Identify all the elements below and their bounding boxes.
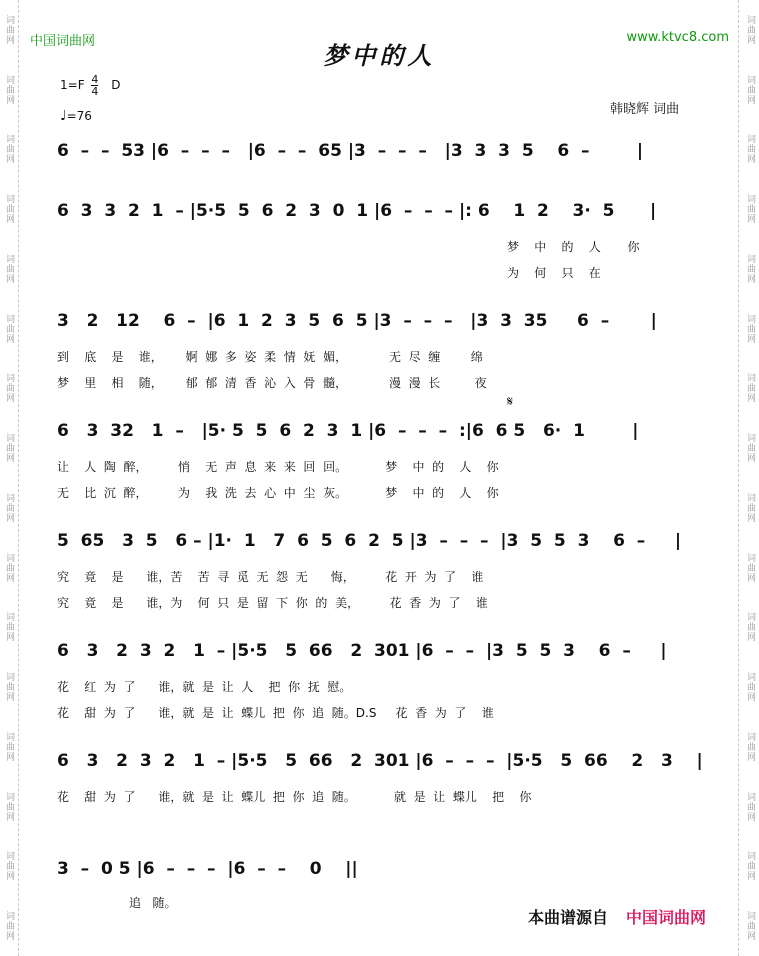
watermark-text: 词曲网: [745, 791, 755, 822]
score-row: [57, 750, 717, 804]
watermark-text: 词曲网: [745, 911, 755, 942]
watermark-text: 词曲网: [745, 373, 755, 404]
watermark-text: 词曲网: [745, 433, 755, 464]
lyric-line: 到 底 是 谁， 婀 娜 多 姿 柔 情 妩 媚， 无 尽 缠 绵: [57, 350, 483, 364]
watermark-text: 词曲网: [745, 74, 755, 105]
watermark-text: 词曲网: [4, 253, 14, 284]
notation: 6 3 32 1 – |5· 5 5 6 2 3 1 |6 – – – :|6 6 5 6· 1 |: [57, 421, 639, 441]
notation: 6 – – 53 |6 – – – |6 – – 65 |3 – – – |3 3 3 5 6 – |: [57, 141, 644, 161]
watermark-text: 词曲网: [745, 851, 755, 882]
watermark-text: 词曲网: [745, 552, 755, 583]
lyric-line: 让 人 陶 醉， 悄 无 声 息 来 来 回 回。 梦 中 的 人 你: [57, 460, 499, 474]
watermark-text: 词曲网: [4, 672, 14, 703]
time-denominator: 4: [91, 85, 99, 98]
source-site-link[interactable]: 中国词曲网: [626, 908, 707, 927]
lyric-line: 花 红 为 了 谁，就 是 让 人 把 你 抚 慰。: [57, 680, 352, 694]
notation: 3 2 12 6 – |6 1 2 3 5 6 5 |3 – – – |3 3 35 6 – |: [57, 311, 657, 331]
watermark-text: 词曲网: [4, 373, 14, 404]
key-signature: [60, 74, 121, 97]
score-row: [57, 200, 717, 280]
watermark-text: 词曲网: [4, 731, 14, 762]
notes-line: [57, 640, 717, 666]
site-name-top-left[interactable]: 中国词曲网: [30, 34, 96, 49]
lyric-line: 为 何 只 在: [507, 266, 601, 280]
watermark-text: 词曲网: [745, 731, 755, 762]
notation: 6 3 3 2 1 – |5·5 5 6 2 3 0 1 |6 – – – |: 6 1 2 3· 5 |: [57, 201, 657, 221]
watermark-text: 词曲网: [4, 313, 14, 344]
watermark-text: 词曲网: [745, 253, 755, 284]
lyric-line: 究 竟 是 谁，为 何 只 是 留 下 你 的 美， 花 香 为 了 谁: [57, 596, 488, 610]
notes-line: [57, 858, 717, 884]
watermark-column-left: [2, 0, 16, 956]
lyric-line: 花 甜 为 了 谁，就 是 让 蝶儿 把 你 追 随。D.S 花 香 为 了 谁: [57, 706, 494, 720]
segno-icon: 𝄋: [507, 394, 514, 410]
song-title: 梦中的人: [323, 41, 436, 70]
watermark-text: 词曲网: [4, 791, 14, 822]
watermark-text: 词曲网: [4, 134, 14, 165]
watermark-text: 词曲网: [4, 14, 14, 45]
composer-credit: 韩晓辉 词曲: [610, 102, 680, 117]
score-row: [57, 858, 717, 910]
watermark-text: 词曲网: [745, 14, 755, 45]
watermark-text: 词曲网: [745, 612, 755, 643]
watermark-text: 词曲网: [4, 194, 14, 225]
watermark-text: 词曲网: [4, 612, 14, 643]
watermark-text: 词曲网: [4, 492, 14, 523]
watermark-text: 词曲网: [745, 672, 755, 703]
time-numerator: 4: [91, 73, 99, 86]
score-row: [57, 310, 717, 390]
watermark-text: 词曲网: [4, 851, 14, 882]
watermark-text: 词曲网: [745, 492, 755, 523]
notation: 6 3 2 3 2 1 – |5·5 5 66 2 301 |6 – – – |5·5 5 66 2 3 |: [57, 751, 703, 771]
watermark-text: 词曲网: [4, 911, 14, 942]
notes-line: [57, 420, 717, 446]
watermark-text: 词曲网: [4, 552, 14, 583]
watermark-text: 词曲网: [4, 74, 14, 105]
time-signature: [91, 74, 98, 97]
margin-guide-right: [738, 0, 739, 956]
lyric-line: 花 甜 为 了 谁，就 是 让 蝶儿 把 你 追 随。 就 是 让 蝶儿 把 你: [57, 790, 532, 804]
notes-line: [57, 140, 717, 166]
source-credit: [528, 905, 706, 928]
watermark-text: 词曲网: [4, 433, 14, 464]
source-label: 本曲谱源自: [528, 908, 609, 927]
lyric-line: 究 竟 是 谁，苦 苦 寻 觅 无 怨 无 悔， 花 开 为 了 谁: [57, 570, 484, 584]
score-row: [57, 394, 717, 500]
lyric-line: 无 比 沉 醉， 为 我 洗 去 心 中 尘 灰。 梦 中 的 人 你: [57, 486, 499, 500]
lyric-line: 梦 中 的 人 你: [507, 240, 640, 254]
notes-line: [57, 200, 717, 226]
score-row: [57, 140, 717, 166]
notation: 3 – 0 5 |6 – – – |6 – – 0 ||: [57, 859, 358, 879]
key-label: 1=F: [60, 78, 85, 92]
notes-line: [57, 310, 717, 336]
tempo-value: =76: [66, 109, 92, 123]
watermark-text: 词曲网: [745, 194, 755, 225]
score-row: [57, 640, 717, 720]
margin-guide-left: [18, 0, 19, 956]
lyric-line: 追 随。: [129, 896, 177, 910]
key-extra: D: [111, 78, 121, 92]
quarter-note-icon: ♩: [60, 108, 67, 124]
tempo-marking: [60, 108, 92, 124]
watermark-text: 词曲网: [745, 134, 755, 165]
watermark-column-right: [743, 0, 757, 956]
notes-line: [57, 530, 717, 556]
site-url-top-right[interactable]: www.ktvc8.com: [626, 30, 729, 45]
watermark-text: 词曲网: [745, 313, 755, 344]
notes-line: [57, 750, 717, 776]
lyric-line: 梦 里 相 随， 郁 郁 清 香 沁 入 骨 髓， 漫 漫 长 夜: [57, 376, 487, 390]
notation: 5 65 3 5 6 – |1· 1 7 6 5 6 2 5 |3 – – – |3 5 5 3 6 – |: [57, 531, 682, 551]
score-row: [57, 530, 717, 610]
notation: 6 3 2 3 2 1 – |5·5 5 66 2 301 |6 – – |3 5 5 3 6 – |: [57, 641, 667, 661]
